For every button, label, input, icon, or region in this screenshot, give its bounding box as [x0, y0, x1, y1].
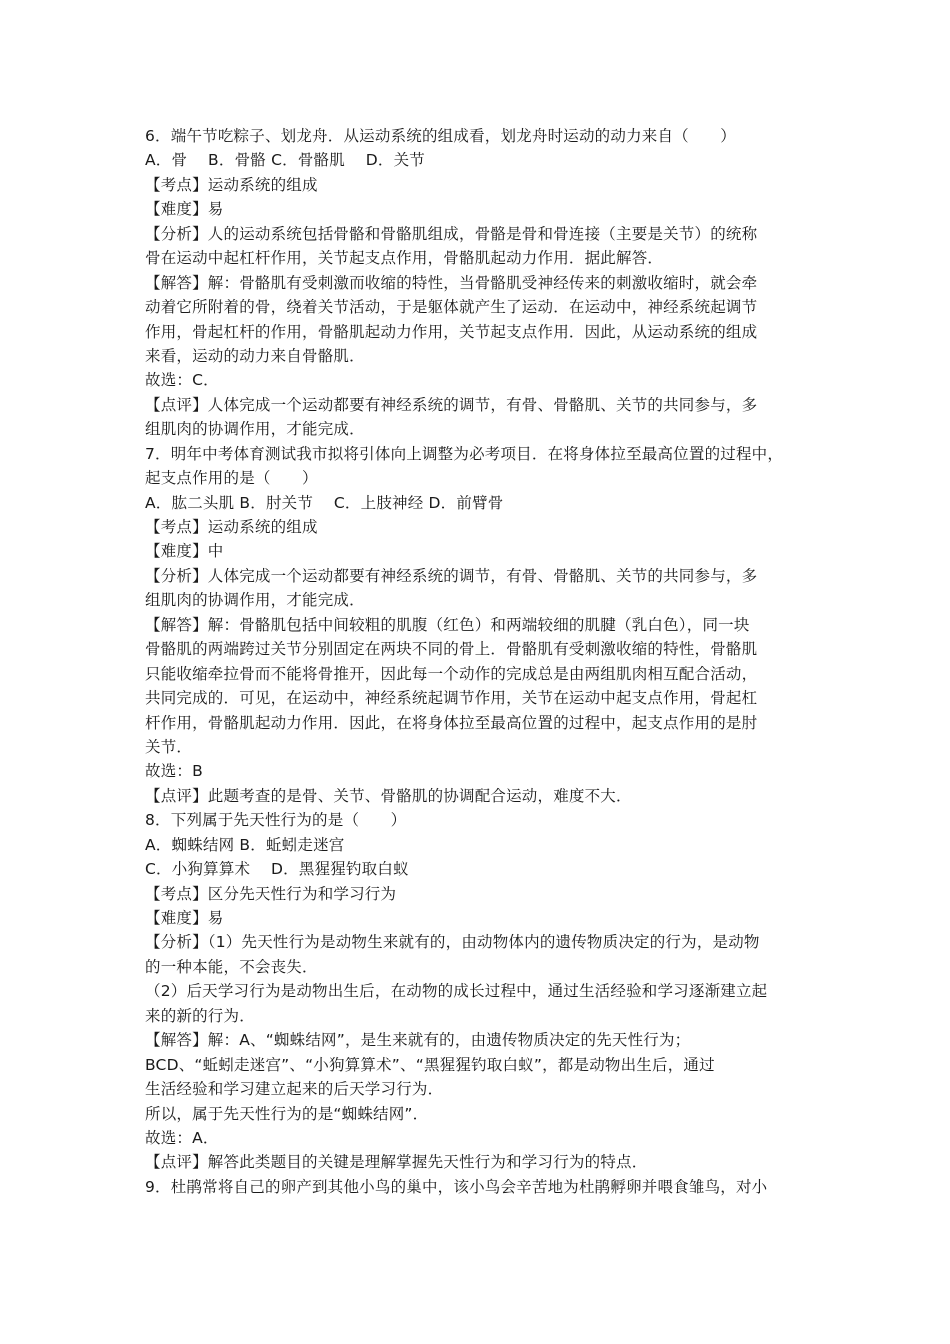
text-line: 来看，运动的动力来自骨骼肌． — [145, 346, 365, 365]
text-line: 【考点】运动系统的组成 — [145, 518, 318, 536]
text-line: 【点评】人体完成一个运动都要有神经系统的调节，有骨、骨骼肌、关节的共同参与，多 — [145, 395, 758, 414]
text-line: BCD、“蚯蚓走迷宫”、“小狗算算术”、“黑猩猩钓取白蚁”，都是动物出生后，通过 — [145, 1055, 715, 1074]
text-line: 所以，属于先天性行为的是“蜘蛛结网”． — [145, 1104, 429, 1123]
text-line: C．小狗算算术 D．黑猩猩钓取白蚁 — [145, 860, 409, 879]
text-line: 组肌肉的协调作用，才能完成． — [145, 591, 365, 610]
text-line: 关节． — [145, 737, 193, 756]
text-line: A．蜘蛛结网 B．蚯蚓走迷宫 — [145, 835, 345, 854]
text-line: 【考点】区分先天性行为和学习行为 — [145, 884, 397, 903]
text-line: 【点评】解答此类题目的关键是理解掌握先天性行为和学习行为的特点． — [145, 1153, 648, 1172]
text-line: 【解答】解：A、“蜘蛛结网”，是生来就有的，由遗传物质决定的先天性行为； — [145, 1031, 691, 1050]
text-line: 8．下列属于先天性行为的是（ ） — [145, 811, 407, 830]
text-line: 6．端午节吃粽子、划龙舟．从运动系统的组成看，划龙舟时运动的动力来自（ ） — [145, 127, 736, 145]
text-line: 【难度】易 — [145, 200, 224, 219]
document-content — [145, 124, 825, 1199]
text-line: 【分析】人的运动系统包括骨骼和骨骼肌组成，骨骼是骨和骨连接（主要是关节）的统称 — [145, 224, 758, 243]
text-line: 共同完成的．可见，在运动中，神经系统起调节作用，关节在运动中起支点作用，骨起杠 — [145, 689, 758, 708]
text-line: 7．明年中考体育测试我市拟将引体向上调整为必考项目．在将身体拉至最高位置的过程中， — [145, 444, 784, 463]
text-line: （2）后天学习行为是动物出生后，在动物的成长过程中，通过生活经验和学习逐渐建立起 — [145, 982, 768, 1001]
text-line: A．骨 B．骨骼 C．骨骼肌 D．关节 — [145, 151, 425, 170]
text-line: 故选：C． — [145, 371, 219, 390]
text-line: 9．杜鹃常将自己的卵产到其他小鸟的巢中，该小鸟会辛苦地为杜鹃孵卵并喂食雏鸟，对小 — [145, 1177, 768, 1196]
text-line: 生活经验和学习建立起来的后天学习行为． — [145, 1080, 444, 1099]
text-line: 杆作用，骨骼肌起动力作用．因此，在将身体拉至最高位置的过程中，起支点作用的是肘 — [145, 713, 758, 732]
text-line: 【难度】易 — [145, 909, 224, 927]
text-line: 骨骼肌的两端跨过关节分别固定在两块不同的骨上．骨骼肌有受刺激收缩的特性，骨骼肌 — [145, 640, 758, 659]
text-line: 组肌肉的协调作用，才能完成． — [145, 420, 365, 439]
text-line: 动着它所附着的骨，绕着关节活动，于是躯体就产生了运动．在运动中，神经系统起调节 — [145, 298, 758, 317]
text-line: 【点评】此题考查的是骨、关节、骨骼肌的协调配合运动，难度不大． — [145, 786, 632, 805]
text-line: 起支点作用的是（ ） — [145, 469, 318, 488]
text-line: 【分析】（1）先天性行为是动物生来就有的，由动物体内的遗传物质决定的行为，是动物 — [145, 933, 760, 952]
text-line: 【难度】中 — [145, 542, 224, 561]
text-line: 只能收缩牵拉骨而不能将骨推开，因此每一个动作的完成总是由两组肌肉相互配合活动， — [145, 664, 758, 683]
text-line: 【分析】人体完成一个运动都要有神经系统的调节，有骨、骨骼肌、关节的共同参与，多 — [145, 566, 758, 585]
text-line: 的一种本能，不会丧失． — [145, 957, 318, 976]
text-line: 故选：A． — [145, 1128, 219, 1147]
text-line: 作用，骨起杠杆的作用，骨骼肌起动力作用，关节起支点作用．因此，从运动系统的组成 — [145, 322, 758, 341]
text-line: 【解答】解：骨骼肌有受刺激而收缩的特性，当骨骼肌受神经传来的刺激收缩时，就会牵 — [145, 273, 758, 292]
text-line: 【解答】解：骨骼肌包括中间较粗的肌腹（红色）和两端较细的肌腱（乳白色），同一块 — [145, 615, 750, 634]
text-line: 骨在运动中起杠杆作用，关节起支点作用，骨骼肌起动力作用．据此解答． — [145, 249, 664, 268]
text-line: 故选：B — [145, 762, 203, 781]
text-line: 【考点】运动系统的组成 — [145, 175, 318, 194]
text-line: 来的新的行为． — [145, 1006, 255, 1025]
text-line: A．肱二头肌 B．肘关节 C．上肢神经 D．前臂骨 — [145, 493, 504, 512]
